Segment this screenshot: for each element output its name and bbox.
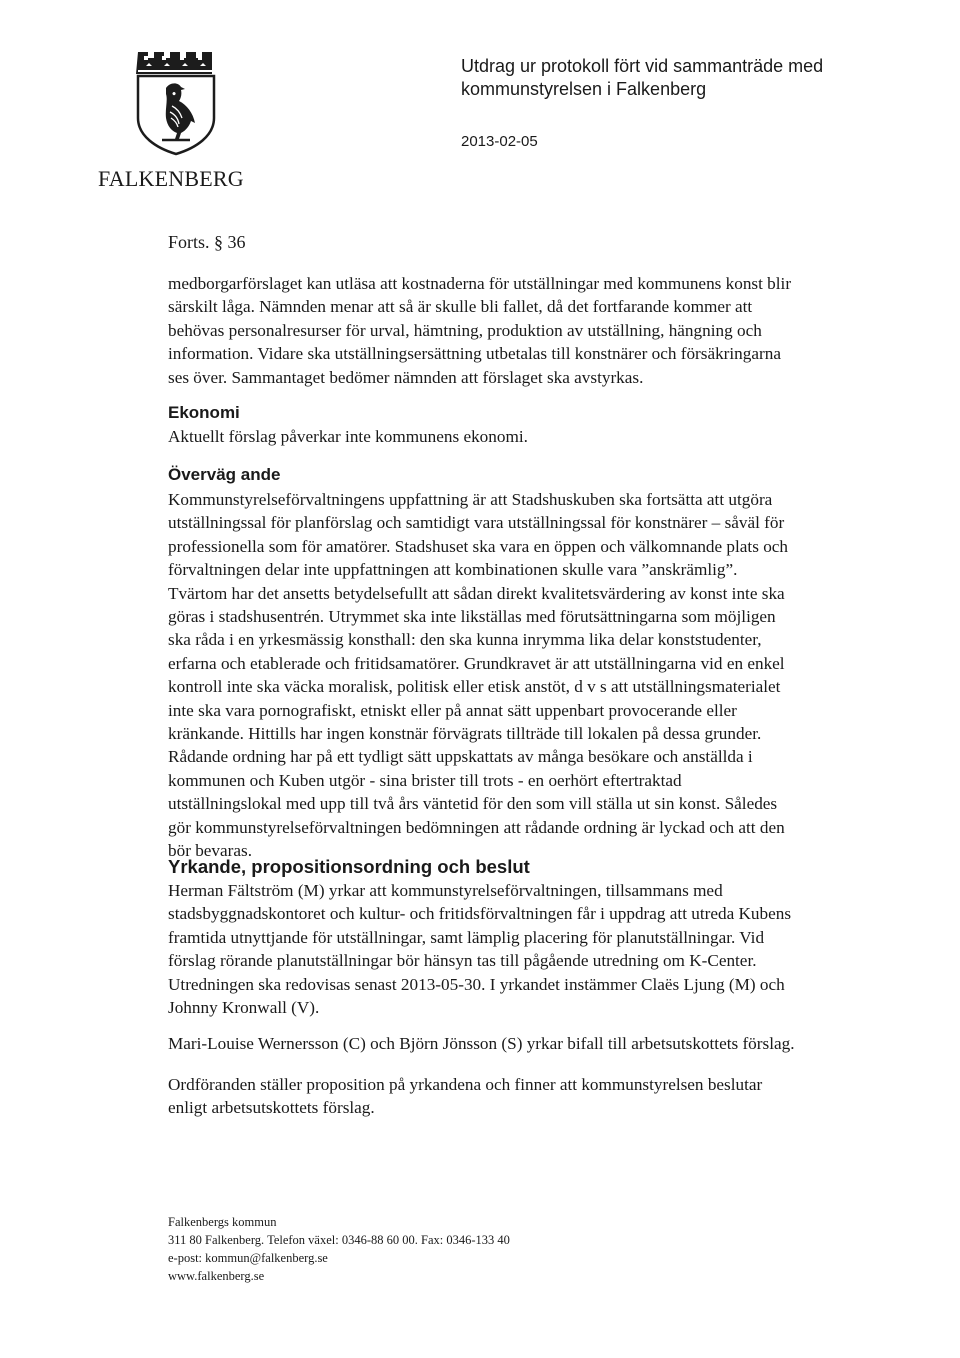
text-line: kontroll inte ska väcka moralisk, politisk eller etisk anstöt, d v s att utställningsmaterialet [168, 677, 781, 697]
text-line: göras i stadshusentrén. Utrymmet ska inte likställas med förutsättningarna som möjligen [168, 607, 776, 627]
org-name: FALKENBERG [98, 166, 244, 191]
text-line: stadsbyggnadskontoret och kultur- och fritidsförvaltningen får i uppdrag att utreda Kubens [168, 904, 792, 924]
text-line: förslag rörande planutställningar bör hänsyn tas till pågående utredning om K-Center. [168, 951, 757, 971]
title-line: kommunstyrelsen i Falkenberg [461, 79, 707, 99]
footer-address: 311 80 Falkenberg. Telefon växel: 0346-88 60 00. Fax: 0346-133 40 [168, 1233, 510, 1247]
text-line: Rådande ordning har på ett tydligt sätt uppskattats av många besökare och anställda i [168, 747, 753, 767]
text-line: utställningssal för planförslag och samtidigt vara utställningssal för konstnärer – såväl för [168, 513, 785, 533]
text-line: utställningslokal med upp till två års väntetid för den som vill ställa ut sin konst. Således [168, 794, 778, 814]
falcon-coat-of-arms-icon [134, 48, 218, 156]
document-title [461, 55, 881, 101]
overvagande-paragraph [168, 488, 858, 863]
text-line: behövas personalresurser för urval, hämtning, produktion av utställning, hängning och [168, 320, 762, 340]
footer-email: e-post: kommun@falkenberg.se [168, 1251, 328, 1265]
yrkande-paragraph [168, 879, 858, 1019]
text-line: information. Vidare ska utställningsersättning utbetalas till konstnärer och försäkringarna [168, 344, 781, 364]
text-line: kränkande. Hittills har ingen konstnär förvägrats tillträde till lokalen på dessa grunder. [168, 724, 762, 744]
yrkande-paragraph-3 [168, 1073, 858, 1120]
text-line: Aktuellt förslag påverkar inte kommunens ekonomi. [168, 427, 528, 446]
text-line: enligt arbetsutskottets förslag. [168, 1098, 375, 1118]
text-line: inte ska vara pornografiskt, etniskt eller på annat sätt uppenbart provocerande eller [168, 700, 737, 720]
text-line: Johnny Kronwall (V). [168, 998, 320, 1018]
title-line: Utdrag ur protokoll fört vid sammanträde med [461, 56, 824, 76]
text-line: erfarna och etablerade och fritidsamatörer. Grundkravet är att utställningarna vid en enkel [168, 653, 785, 673]
heading-overvagande: Överväg ande [168, 465, 281, 484]
footer-org: Falkenbergs kommun [168, 1215, 277, 1229]
yrkande-paragraph-2 [168, 1032, 858, 1055]
heading-yrkande: Yrkande, propositionsordning och beslut [168, 856, 530, 877]
intro-paragraph [168, 272, 858, 389]
text-line: bör bevaras. [168, 841, 252, 861]
text-line: Kommunstyrelseförvaltningens uppfattning är att Stadshuskuben ska fortsätta att utgöra [168, 490, 773, 509]
text-line: medborgarförslaget kan utläsa att kostnaderna för utställningar med kommunens konst blir [168, 274, 792, 293]
text-line: Herman Fältström (M) yrkar att kommunstyrelseförvaltningen, tillsammans med [168, 881, 723, 900]
text-line: Utredningen ska redovisas senast 2013-05-30. I yrkandet instämmer Claës Ljung (M) och [168, 974, 785, 994]
text-line: gör kommunstyrelseförvaltningen bedömningen att rådande ordning är lyckad och att den [168, 817, 785, 837]
text-line: kommunen och Kuben utgör - sina brister till trots - en oerhört eftertraktad [168, 770, 682, 790]
text-line: ses över. Sammantaget bedömer nämnden att förslaget ska avstyrkas. [168, 367, 644, 387]
text-line: Mari-Louise Wernersson (C) och Björn Jönsson (S) yrkar bifall till arbetsutskottets förslag. [168, 1034, 795, 1053]
section-reference: Forts. § 36 [168, 232, 246, 252]
heading-ekonomi: Ekonomi [168, 403, 240, 422]
text-line: framtida utnyttjande för utställningar, samt lämplig placering för planutställningar. Vid [168, 927, 765, 947]
text-line: professionella som för amatörer. Stadshuset ska vara en öppen och välkomnande plats och [168, 536, 789, 556]
document-date: 2013-02-05 [461, 133, 538, 150]
ekonomi-paragraph [168, 425, 858, 448]
text-line: förvaltningen delar inte uppfattningen att kombinationen skulle vara ”anskrämlig”. [168, 560, 738, 580]
text-line: Tvärtom har det ansetts betydelsefullt att sådan direkt kvalitetsvärdering av konst inte ska [168, 583, 785, 603]
footer-website: www.falkenberg.se [168, 1269, 265, 1283]
text-line: särskilt låga. Nämnden menar att så är skulle bli fallet, då det fortfarande kommer att [168, 297, 753, 317]
footer-contact [168, 1213, 510, 1285]
text-line: Ordföranden ställer proposition på yrkandena och finner att kommunstyrelsen beslutar [168, 1075, 763, 1094]
text-line: ska råda i en yrkesmässig konsthall: den ska kunna inrymma lika delar konststudenter, [168, 630, 762, 650]
